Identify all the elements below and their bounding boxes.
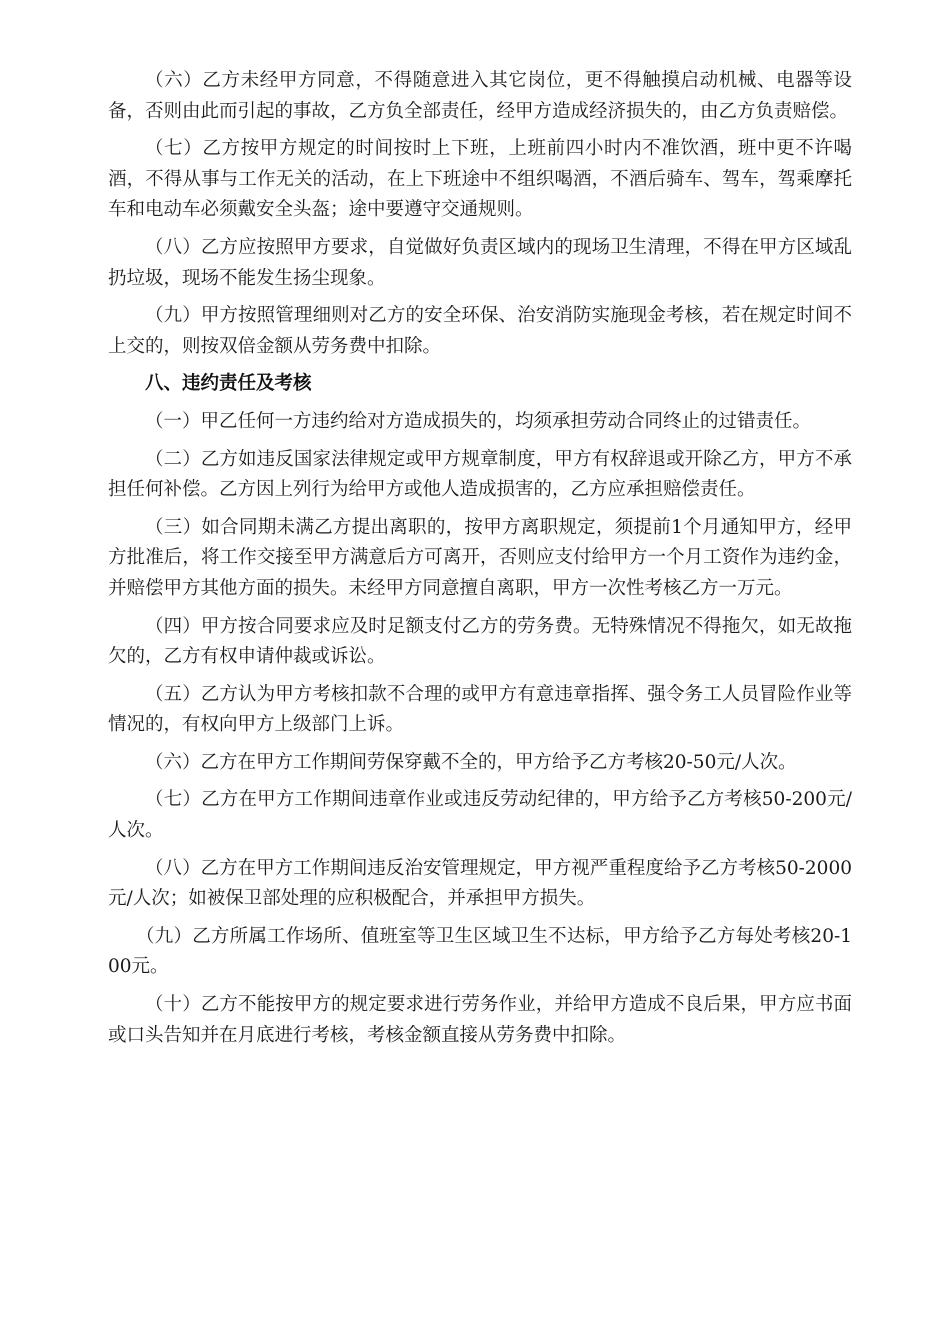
clause-paragraph: （一）甲乙任何一方违约给对方造成损失的，均须承担劳动合同终止的过错责任。 [145, 410, 812, 432]
clause-paragraph: （二）乙方如违反国家法律规定或甲方规章制度，甲方有权辞退或开除乙方，甲方不承担任何补偿。乙方因上列行为给甲方或他人造成损害的，乙方应承担赔偿责任。 [108, 448, 852, 501]
clause-paragraph: （四）甲方按合同要求应及时足额支付乙方的劳务费。无特殊情况不得拖欠，如无故拖欠的，乙方有权申请仲裁或诉讼。 [108, 615, 852, 668]
clause-paragraph: （六）乙方在甲方工作期间劳保穿戴不全的，甲方给予乙方考核20-50元/人次。 [145, 751, 797, 773]
clause-paragraph: （九）乙方所属工作场所、值班室等卫生区域卫生不达标，甲方给予乙方每处考核20-100元。 [108, 925, 852, 978]
clause-paragraph: （七）乙方在甲方工作期间违章作业或违反劳动纪律的，甲方给予乙方考核50-200元/人次。 [108, 789, 852, 842]
clause-paragraph: （十）乙方不能按甲方的规定要求进行劳务作业，并给甲方造成不良后果，甲方应书面或口头告知并在月底进行考核，考核金额直接从劳务费中扣除。 [108, 994, 852, 1046]
clause-paragraph: （六）乙方未经甲方同意，不得随意进入其它岗位，更不得触摸启动机械、电器等设备，否则由此而引起的事故，乙方负全部责任，经甲方造成经济损失的，由乙方负责赔偿。 [108, 70, 852, 122]
clause-paragraph: （五）乙方认为甲方考核扣款不合理的或甲方有意违章指挥、强令务工人员冒险作业等情况的，有权向甲方上级部门上诉。 [108, 683, 852, 736]
section-heading: 八、违约责任及考核 [145, 373, 312, 395]
clause-paragraph: （九）甲方按照管理细则对乙方的安全环保、治安消防实施现金考核，若在规定时间不上交的，则按双倍金额从劳务费中扣除。 [108, 305, 852, 357]
clause-paragraph: （八）乙方应按照甲方要求，自觉做好负责区域内的现场卫生清理，不得在甲方区域乱扔垃圾，现场不能发生扬尘现象。 [108, 236, 852, 289]
clause-paragraph: （七）乙方按甲方规定的时间按时上下班，上班前四小时内不准饮酒，班中更不许喝酒，不得从事与工作无关的活动，在上下班途中不组织喝酒，不酒后骑车、驾车，驾乘摩托车和电动车必须戴安全头盔；途中要遵守交通规则。 [108, 138, 852, 221]
clause-paragraph: （三）如合同期未满乙方提出离职的，按甲方离职规定，须提前1个月通知甲方，经甲方批准后，将工作交接至甲方满意后方可离开，否则应支付给甲方一个月工资作为违约金，并赔偿甲方其他方面的损失。未经甲方同意擅自离职，甲方一次性考核乙方一万元。 [108, 516, 852, 599]
document-page [108, 66, 852, 1058]
clause-paragraph: （八）乙方在甲方工作期间违反治安管理规定，甲方视严重程度给予乙方考核50-2000元/人次；如被保卫部处理的应积极配合，并承担甲方损失。 [108, 857, 852, 910]
